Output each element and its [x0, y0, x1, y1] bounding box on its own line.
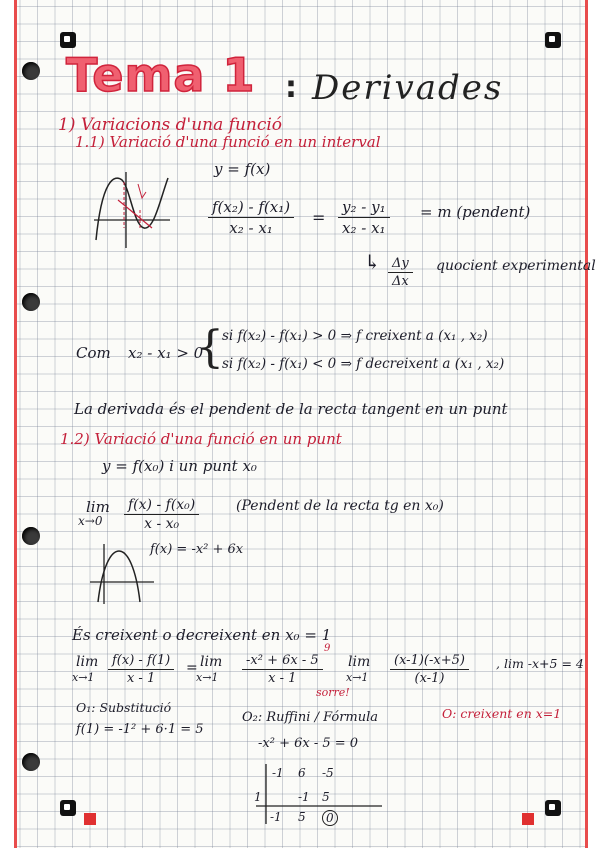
limit-label: lim — [200, 654, 223, 670]
right-margin-line — [585, 0, 600, 848]
corner-marker-icon — [545, 32, 561, 48]
limit-fraction — [124, 497, 199, 532]
fraction-denominator: x - x₀ — [144, 516, 180, 532]
title-colon: : — [285, 70, 297, 105]
final-limit: , lim -x+5 = 4 — [496, 656, 584, 671]
fraction-numerator: f(x) - f(x₀) — [124, 497, 199, 515]
fraction-denominator: x - 1 — [268, 671, 297, 686]
y-equals-f-x: y = f(x) — [214, 160, 271, 178]
parabola-sketch-graph — [88, 540, 156, 606]
limit-label: lim — [86, 498, 110, 516]
method-two-label: O₂: Ruffini / Fórmula — [242, 710, 379, 725]
tangent-slope-note: (Pendent de la recta tg en x₀) — [236, 498, 444, 514]
binder-hole — [22, 527, 40, 545]
fraction-denominator: (x-1) — [414, 671, 445, 686]
binder-hole — [22, 293, 40, 311]
limit-subscript: x→1 — [196, 671, 219, 684]
red-corner-square — [84, 813, 96, 825]
com-label: Com — [76, 344, 111, 362]
ruffini-cell: 5 — [298, 810, 306, 824]
fraction-denominator: x₂ - x₁ — [342, 219, 386, 237]
correction-note: sorre! — [316, 686, 350, 699]
fraction-denominator: x₂ - x₁ — [229, 219, 273, 237]
delta-y-fraction — [338, 198, 390, 237]
ruffini-cell: -1 — [298, 790, 310, 804]
superscript-note: 9 — [324, 643, 331, 654]
brace-icon: { — [196, 322, 224, 373]
ruffini-cell: 6 — [298, 766, 306, 780]
increasing-case: si f(x₂) - f(x₁) > 0 ⇒ f creixent a (x₁ , x₂) — [222, 328, 488, 344]
equals-sign: = — [186, 660, 198, 676]
fraction-numerator: -x² + 6x - 5 — [242, 653, 323, 670]
corner-marker-icon — [545, 800, 561, 816]
ruffini-cell: -1 — [272, 766, 284, 780]
limit-label: lim — [348, 654, 371, 670]
derivative-definition: La derivada és el pendent de la recta tangent en un punt — [74, 400, 508, 418]
subsection-heading: 1.2) Variació d'una funció en un punt — [60, 430, 342, 448]
limit-label: lim — [76, 654, 99, 670]
polynomial-fraction — [242, 653, 323, 686]
function-sketch-graph — [88, 170, 178, 250]
fraction-numerator: (x-1)(-x+5) — [390, 653, 469, 670]
red-corner-square — [522, 813, 534, 825]
fraction-numerator: f(x₂) - f(x₁) — [208, 198, 294, 218]
page-title: Tema 1 — [66, 48, 256, 102]
delta-fraction — [388, 256, 413, 289]
ruffini-remainder: 0 — [322, 810, 338, 826]
binder-hole — [22, 753, 40, 771]
difference-quotient-fraction — [208, 198, 294, 237]
quotient-note: quocient experimental — [436, 258, 596, 274]
conclusion-label: O: creixent en x=1 — [442, 706, 562, 721]
ruffini-cell: -1 — [270, 810, 282, 824]
fraction-numerator: Δy — [388, 256, 413, 273]
fraction-denominator: Δx — [392, 274, 409, 289]
equals-sign: = — [312, 208, 326, 227]
left-margin-line — [0, 0, 17, 848]
corner-marker-icon — [60, 32, 76, 48]
example-question: És creixent o decreixent en x₀ = 1 — [72, 626, 332, 644]
condition-label: x₂ - x₁ > 0 — [128, 344, 204, 362]
limit-subscript: x→0 — [78, 514, 103, 528]
ruffini-cell: -5 — [322, 766, 334, 780]
limit-fraction — [108, 653, 174, 686]
factored-fraction — [390, 653, 469, 686]
section-heading: 1) Variacions d'una funció — [58, 115, 283, 135]
ruffini-cell: 5 — [322, 790, 330, 804]
fraction-numerator: f(x) - f(1) — [108, 653, 174, 670]
ruffini-divisor: 1 — [254, 790, 262, 804]
slope-label: = m (pendent) — [420, 203, 531, 221]
function-definition: f(x) = -x² + 6x — [150, 542, 244, 557]
limit-subscript: x→1 — [346, 671, 369, 684]
page-subtitle: Derivades — [312, 68, 504, 108]
corner-marker-icon — [60, 800, 76, 816]
limit-subscript: x→1 — [72, 671, 95, 684]
polynomial-equation: -x² + 6x - 5 = 0 — [258, 736, 359, 751]
subsection-heading: 1.1) Variació d'una funció en un interval — [75, 133, 381, 151]
fraction-numerator: y₂ - y₁ — [338, 198, 390, 218]
binder-hole — [22, 62, 40, 80]
arrow-icon: ↳ — [364, 250, 381, 274]
method-one-label: O₁: Substitució — [76, 700, 172, 715]
point-definition: y = f(x₀) i un punt x₀ — [102, 457, 257, 475]
fraction-denominator: x - 1 — [126, 671, 156, 686]
substitution-result: f(1) = -1² + 6·1 = 5 — [76, 722, 204, 737]
decreasing-case: si f(x₂) - f(x₁) < 0 ⇒ f decreixent a (x₁ , x₂) — [222, 356, 505, 372]
